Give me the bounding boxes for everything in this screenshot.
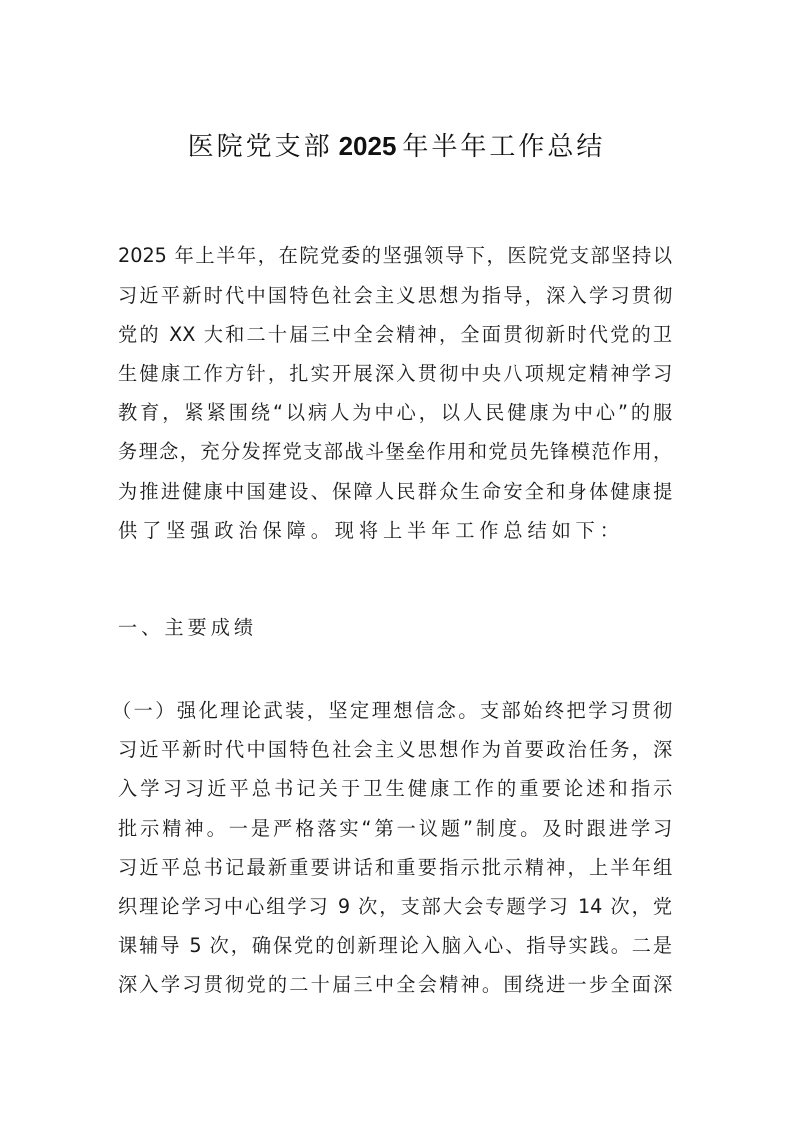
paragraph-line: 党的 XX 大和二十届三中全会精神，全面贯彻新时代党的卫 [118, 323, 672, 346]
paragraph-line: 习近平新时代中国特色社会主义思想作为首要政治任务，深 [118, 738, 672, 761]
title-suffix: 年半年工作总结 [402, 132, 606, 162]
paragraph-line: 习近平新时代中国特色社会主义思想为指导，深入学习贯彻 [118, 284, 672, 307]
title-year: 2025 [338, 131, 397, 161]
paragraph-line: （一）强化理论武装，坚定理想信念。支部始终把学习贯彻 [112, 699, 672, 722]
paragraph-line: 务理念，充分发挥党支部战斗堡垒作用和党员先锋模范作用， [118, 440, 672, 463]
paragraph-line: 为推进健康中国建设、保障人民群众生命安全和身体健康提 [118, 480, 672, 503]
paragraph-line: 入学习习近平总书记关于卫生健康工作的重要论述和指示 [118, 777, 672, 800]
paragraph-line: 习近平总书记最新重要讲话和重要指示批示精神，上半年组 [118, 856, 672, 879]
paragraph-line: 教育，紧紧围绕“以病人为中心，以人民健康为中心”的服 [118, 401, 672, 424]
paragraph-line: 供了坚强政治保障。现将上半年工作总结如下： [118, 519, 624, 542]
paragraph-line: 生健康工作方针，扎实开展深入贯彻中央八项规定精神学习 [118, 362, 672, 385]
paragraph-line: 批示精神。一是严格落实“第一议题”制度。及时跟进学习 [118, 817, 672, 840]
document-title [0, 126, 793, 167]
section-heading: 一、主要成绩 [118, 616, 258, 639]
paragraph-line: 课辅导 5 次，确保党的创新理论入脑入心、指导实践。二是 [118, 934, 672, 957]
title-prefix: 医院党支部 [187, 132, 333, 162]
paragraph-line: 2025 年上半年，在院党委的坚强领导下，医院党支部坚持以 [118, 244, 672, 267]
paragraph-line: 深入学习贯彻党的二十届三中全会精神。围绕进一步全面深 [118, 973, 672, 996]
paragraph-line: 织理论学习中心组学习 9 次，支部大会专题学习 14 次，党 [118, 895, 672, 918]
